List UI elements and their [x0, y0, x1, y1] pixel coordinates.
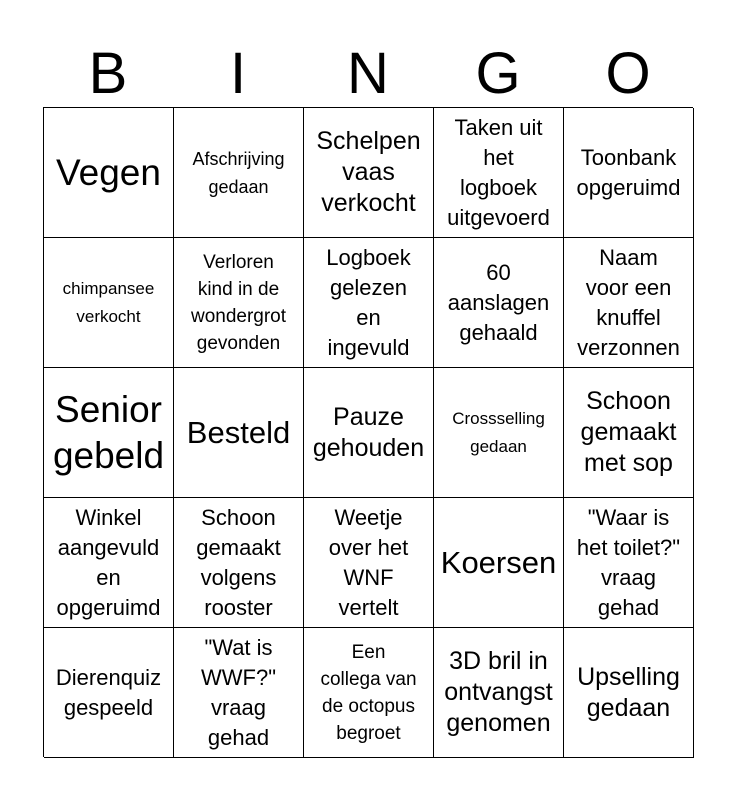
bingo-cell-text: chimpansee verkocht — [62, 278, 155, 326]
header-letter-g: G — [475, 41, 521, 106]
bingo-cell-text: Vegen — [56, 151, 161, 193]
bingo-cell-text: Een collega van de octopus begroet — [320, 641, 417, 744]
bingo-cell[interactable] — [434, 108, 564, 238]
header-letter-b: B — [88, 41, 128, 106]
bingo-cell[interactable] — [44, 238, 174, 368]
bingo-cell-text: Pauze gehouden — [312, 402, 425, 462]
bingo-cell[interactable] — [304, 368, 434, 498]
bingo-cell[interactable] — [44, 368, 174, 498]
bingo-cell-text: "Waar is het toilet?" vraag gehad — [576, 504, 681, 620]
bingo-cell-text: Weetje over het WNF vertelt — [328, 504, 409, 620]
bingo-cell[interactable] — [564, 628, 694, 758]
bingo-cell-text: Upselling gedaan — [577, 662, 680, 722]
bingo-cell[interactable] — [564, 368, 694, 498]
bingo-cell-text: Taken uit het logboek uitgevoerd — [447, 114, 550, 230]
bingo-cell-text: Koersen — [440, 544, 557, 580]
bingo-cell-text: Schelpen vaas verkocht — [316, 127, 421, 217]
bingo-cell[interactable] — [304, 238, 434, 368]
bingo-cell-text: Dierenquiz gespeeld — [55, 664, 162, 720]
bingo-cell-text: Afschrijving gedaan — [192, 148, 285, 197]
bingo-cell[interactable] — [174, 498, 304, 628]
header-letter-n: N — [347, 41, 389, 106]
bingo-header — [43, 42, 693, 106]
bingo-cell-text: 3D bril in ontvangst genomen — [444, 647, 553, 737]
bingo-cell-text: Toonbank opgeruimd — [576, 144, 681, 200]
bingo-cell[interactable] — [304, 108, 434, 238]
bingo-cell-text: Verloren kind in de wondergrot gevonden — [190, 251, 287, 354]
bingo-cell[interactable] — [434, 498, 564, 628]
bingo-cell[interactable] — [44, 498, 174, 628]
bingo-cell[interactable] — [434, 368, 564, 498]
bingo-cell-text: Naam voor een knuffel verzonnen — [577, 244, 680, 360]
bingo-cell-text: Senior gebeld — [52, 388, 165, 476]
bingo-cell[interactable] — [304, 628, 434, 758]
bingo-cell-text: "Wat is WWF?" vraag gehad — [200, 634, 276, 750]
bingo-cell-text: Winkel aangevuld en opgeruimd — [56, 504, 161, 620]
bingo-cell-text: Logboek gelezen en ingevuld — [326, 244, 411, 360]
header-letter-i: I — [229, 41, 247, 106]
bingo-cell-text: Besteld — [186, 414, 291, 450]
bingo-cell[interactable] — [434, 628, 564, 758]
bingo-cell-text: Schoon gemaakt volgens rooster — [196, 504, 281, 620]
bingo-cell[interactable] — [44, 108, 174, 238]
bingo-cell-text: 60 aanslagen gehaald — [447, 259, 550, 345]
bingo-cell[interactable] — [174, 108, 304, 238]
bingo-cell[interactable] — [174, 368, 304, 498]
bingo-cell[interactable] — [174, 628, 304, 758]
bingo-cell[interactable] — [564, 108, 694, 238]
bingo-cell[interactable] — [304, 498, 434, 628]
bingo-cell[interactable] — [44, 628, 174, 758]
bingo-cell[interactable] — [434, 238, 564, 368]
header-letter-o: O — [605, 41, 651, 106]
bingo-cell[interactable] — [174, 238, 304, 368]
bingo-cell-text: Schoon gemaakt met sop — [580, 387, 677, 477]
bingo-cell-text: Crossselling gedaan — [452, 408, 545, 456]
bingo-cell[interactable] — [564, 238, 694, 368]
bingo-cell[interactable] — [564, 498, 694, 628]
bingo-card-grid — [43, 107, 693, 757]
